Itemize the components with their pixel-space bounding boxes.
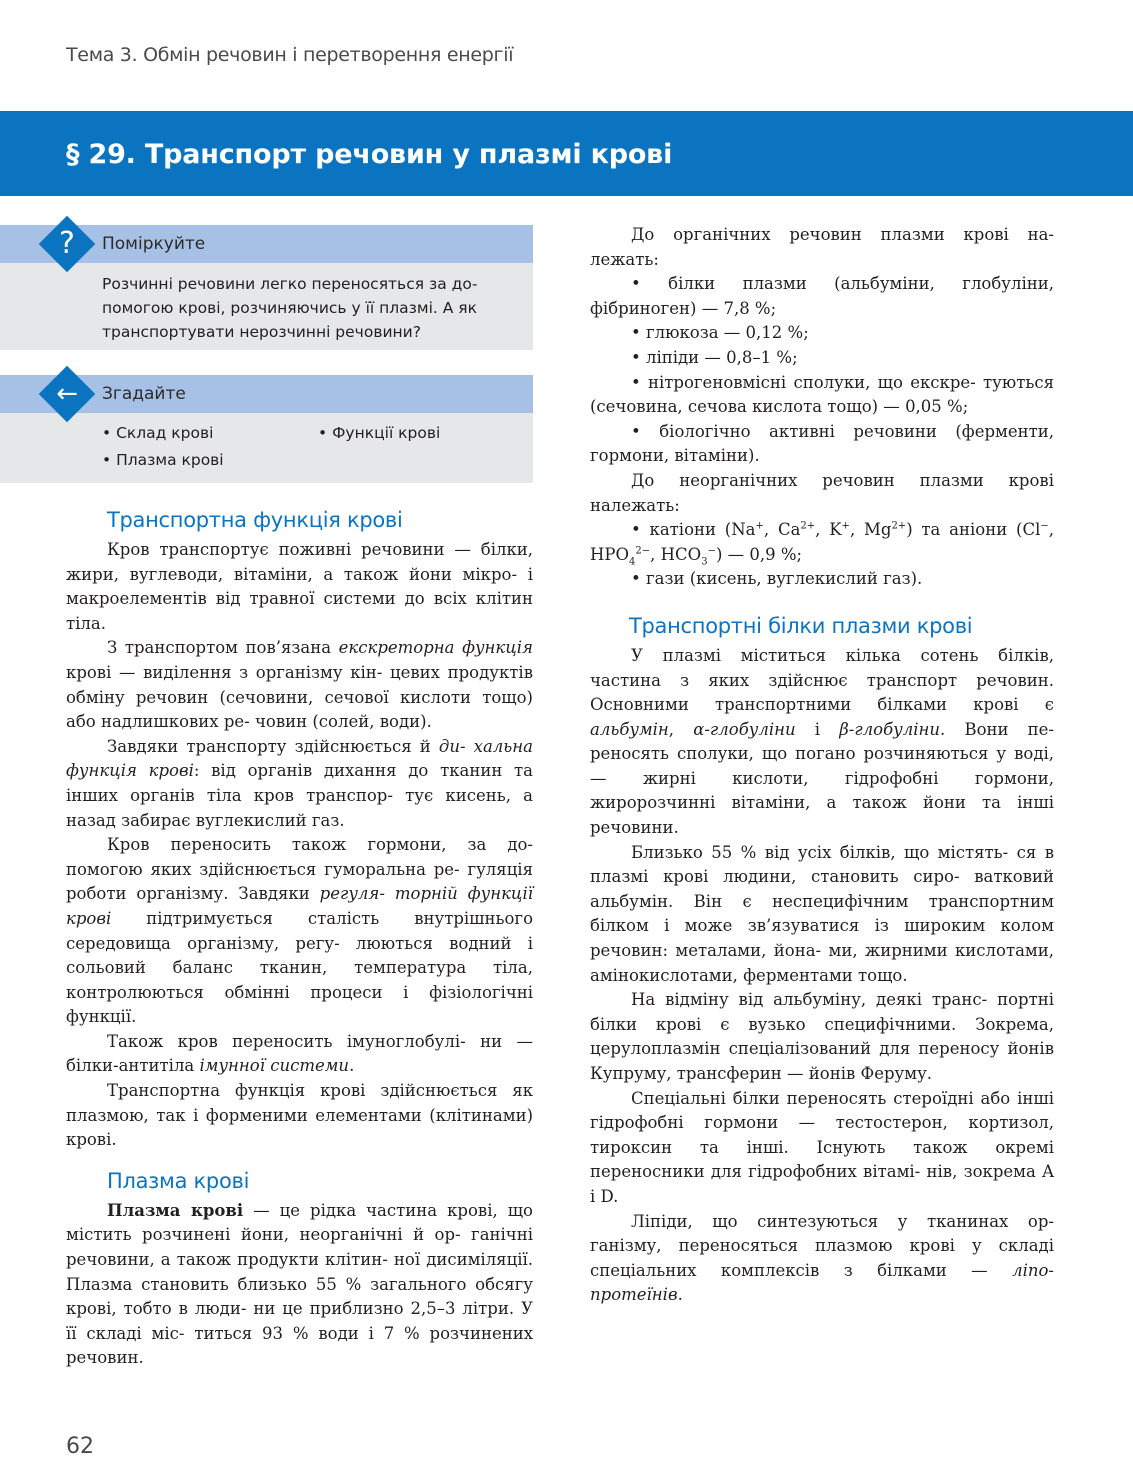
running-head: Тема 3. Обмін речовин і перетворення енергії: [66, 44, 514, 66]
paragraph: Завдяки транспорту здійснюється й ди- хальна функція крові: від органів дихання до тканин та інших органів тіла кров транспор- тує кисень, а назад забирає вуглекислий газ.: [66, 736, 534, 830]
recall-item: • Функції крові: [318, 424, 441, 442]
list-item: • біологічно активні речовини (ферменти, гормони, вітаміни).: [590, 421, 1054, 466]
page-title: § 29. Транспорт речовин у плазмі крові: [66, 139, 673, 170]
recall-box: [0, 375, 533, 483]
think-box: [0, 225, 533, 350]
think-box-text: Розчинні речовини легко переносяться за до- помогою крові, розчиняючись у її плазмі. А як транспортувати нерозчинні речовини?: [102, 275, 478, 341]
paragraph: З транспортом пов’язана екскреторна функція крові — виділення з організму кін- цевих продуктів обміну речовин (сечовини, сечової кислоти тощо) або надлишкових ре- човин (солей, води).: [66, 638, 533, 732]
paragraph: У плазмі міститься кілька сотень білків, частина з яких здійснює транспорт речовин. Основними транспортними білками крові є альбумін, α-глобуліни і β-глобуліни. Вони пе- реносять сполуки, що погано розчиняються у воді,— жирні кислоти, гідрофобні гормони, жиророзчинні вітаміни, а також йони та інші речовини.: [590, 645, 1055, 838]
page-number: 62: [66, 1434, 94, 1459]
list-item: • глюкоза — 0,12 %;: [631, 323, 809, 343]
left-column: [66, 508, 533, 1371]
think-box-header: [0, 225, 533, 263]
recall-item: • Склад крові: [102, 424, 214, 442]
paragraph: Спеціальні білки переносять стероїдні або інші гідрофобні гормони — тестостерон, кортизол, тироксин та інші. Існують також окремі переносники для гідрофобних вітамі- нів, зокрема A і D.: [590, 1088, 1055, 1206]
list-item: • ліпіди — 0,8–1 %;: [631, 347, 798, 367]
paragraph: До органічних речовин плазми крові на- лежать:: [590, 225, 1054, 269]
paragraph: Плазма крові — це рідка частина крові, що містить розчинені йони, неорганічні й ор- ганічні речовини, а також продукти клітин- ної дисиміляції. Плазма становить близько 55 % загального обсягу крові, тобто в люди- ни це приблизно 2,5–3 літри. У її складі міс- титься 93 % води і 7 % розчинених речовин.: [66, 1200, 534, 1368]
right-column: [590, 223, 1054, 1308]
list-item: • катіони (Na+, $Ca^{2+}$, K+, $Mg^{2+}$) та аніони (Cl−, $HPO_4^{2-}$, $HCO_3^-$) — 0,9 %;: [590, 520, 1054, 568]
title-bar: [0, 111, 1133, 196]
list-item: • гази (кисень, вуглекислий газ).: [631, 569, 923, 589]
paragraph: На відміну від альбуміну, деякі транс- портні білки крові є вузько специфічними. Зокрема, церулоплазмін спеціалізований для переносу йонів Купруму, трансферин — йонів Феруму.: [590, 990, 1054, 1083]
list-item: • нітрогеновмісні сполуки, що екскре- туються (сечовина, сечова кислота тощо) — 0,05 %;: [590, 372, 1055, 417]
section-heading: Плазма крові: [107, 1168, 250, 1193]
paragraph: Транспортна функція крові здійснюється як плазмою, так і форменими елементами (клітинами) крові.: [66, 1081, 534, 1150]
section-heading: Транспортні білки плазми крові: [629, 613, 973, 638]
paragraph: Також кров переносить імуноглобулі- ни — білки-антитіла імунної системи.: [66, 1031, 533, 1076]
recall-box-header: [0, 375, 533, 413]
section-heading: Транспортна функція крові: [107, 508, 403, 532]
paragraph: Ліпіди, що синтезуються у тканинах ор- ганізму, переносяться плазмою крові у складі спеціальних комплексів з білками — ліпо- протеїнів.: [590, 1211, 1054, 1305]
recall-item: • Плазма крові: [102, 451, 224, 469]
think-box-label: Поміркуйте: [102, 234, 206, 254]
paragraph: Кров транспортує поживні речовини — білки, жири, вуглеводи, вітаміни, а також йони мікро- і макроелементів від травної системи до всіх клітин тіла.: [66, 540, 534, 633]
list-item: • білки плазми (альбуміни, глобуліни, фібриноген) — 7,8 %;: [590, 274, 1054, 318]
question-mark-icon: ?: [59, 226, 75, 261]
recall-box-label: Згадайте: [102, 384, 186, 404]
paragraph: Близько 55 % від усіх білків, що містять- ся в плазмі крові людини, становить сиро- ватковий альбумін. Він є неспецифічним транспортним білком і може зв’язуватися із широким колом речовин: металами, йона- ми, жирними кислотами, амінокислотами, ферментами тощо.: [590, 842, 1055, 985]
arrow-left-icon: ←: [56, 379, 78, 409]
paragraph: Кров переносить також гормони, за до- помогою яких здійснюється гуморальна ре- гуляція роботи організму. Завдяки регуля- торній функції крові підтримується сталість внутрішнього середовища організму, регу- люються водний і сольовий баланс тканин, температура тіла, контролюються обмінні процеси і фізіологічні функції.: [66, 835, 534, 1027]
paragraph: До неорганічних речовин плазми крові належать:: [590, 470, 1054, 515]
